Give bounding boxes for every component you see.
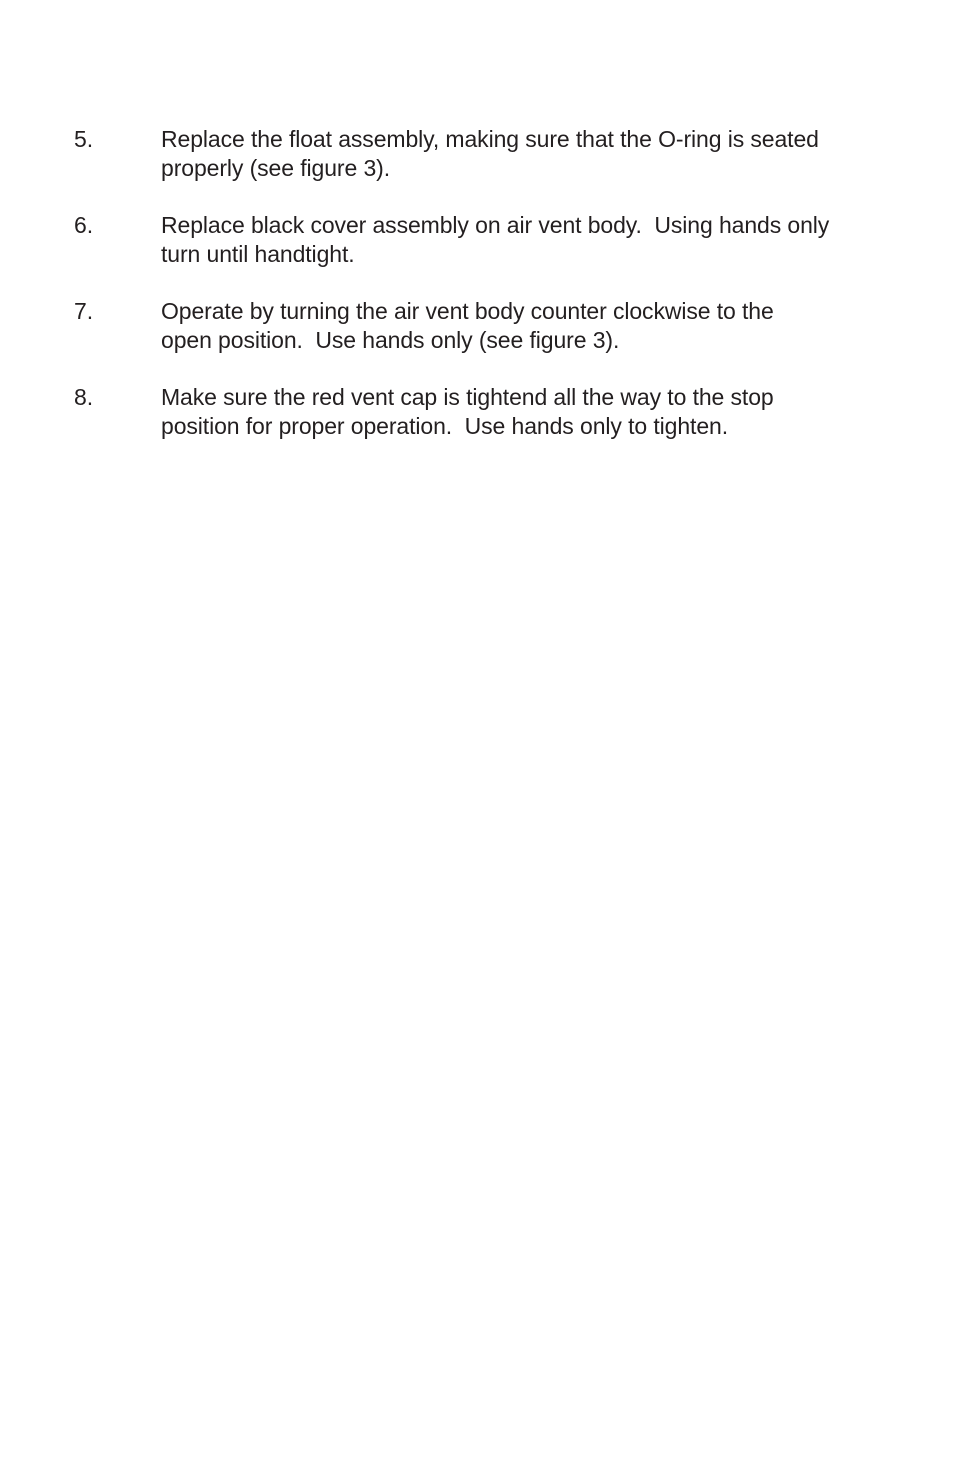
instruction-steps-list bbox=[74, 125, 874, 469]
instruction-step-8 bbox=[74, 383, 874, 441]
step-text bbox=[161, 383, 874, 441]
instruction-step-5 bbox=[74, 125, 874, 183]
step-text bbox=[161, 297, 874, 355]
step-text-line: Make sure the red vent cap is tightend all the way to the stop bbox=[161, 384, 774, 410]
step-text-line: Replace black cover assembly on air vent body. Using hands only bbox=[161, 212, 830, 238]
step-text-line: open position. Use hands only (see figure 3). bbox=[161, 327, 620, 353]
step-number: 6. bbox=[74, 212, 93, 238]
step-text bbox=[161, 125, 874, 183]
step-text-line: Replace the float assembly, making sure that the O-ring is seated bbox=[161, 126, 819, 152]
instruction-step-7 bbox=[74, 297, 874, 355]
instruction-step-6 bbox=[74, 211, 874, 269]
step-text-line: Operate by turning the air vent body counter clockwise to the bbox=[161, 298, 774, 324]
step-text-line: properly (see figure 3). bbox=[161, 155, 390, 181]
step-number: 7. bbox=[74, 298, 93, 324]
step-text-line: position for proper operation. Use hands only to tighten. bbox=[161, 413, 728, 439]
step-number: 8. bbox=[74, 384, 93, 410]
step-text bbox=[161, 211, 874, 269]
step-text-line: turn until handtight. bbox=[161, 241, 355, 267]
step-number: 5. bbox=[74, 126, 93, 152]
